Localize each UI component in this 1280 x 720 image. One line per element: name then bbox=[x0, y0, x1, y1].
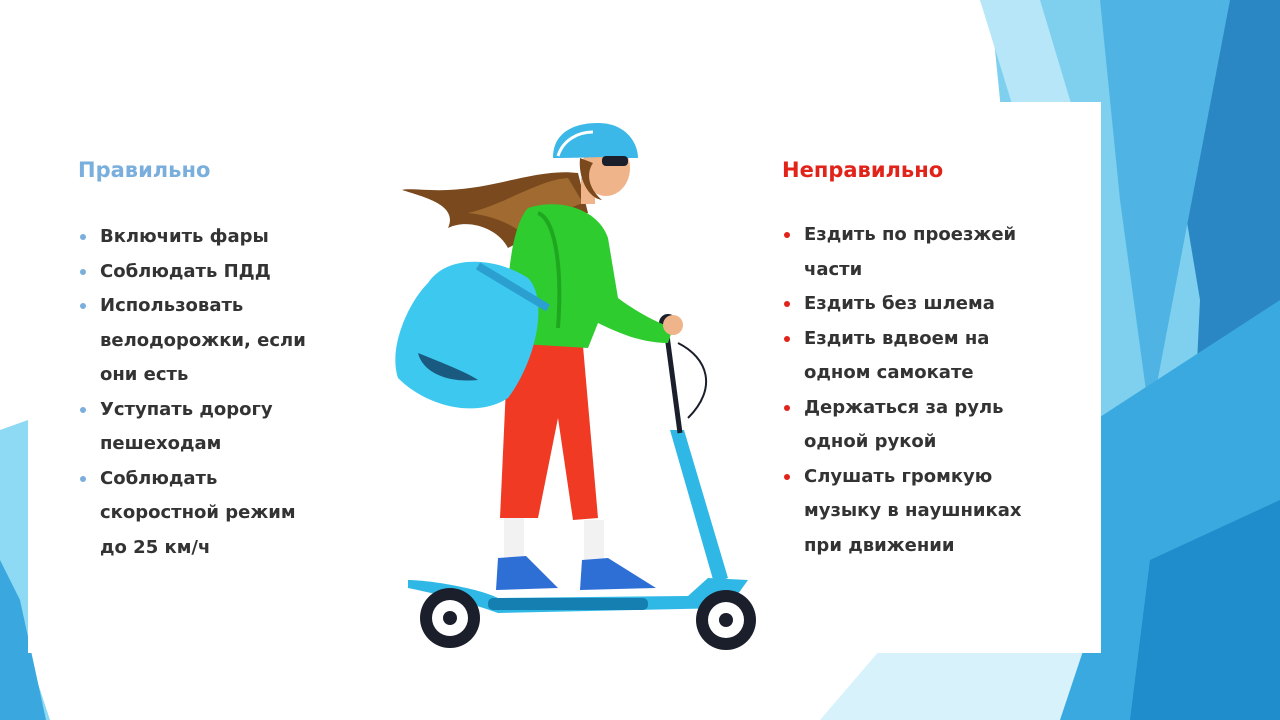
list-item bbox=[78, 462, 328, 566]
list-item bbox=[78, 220, 328, 255]
list-item bbox=[78, 255, 328, 290]
bullet-icon bbox=[784, 232, 790, 238]
list-item-line: Соблюдать bbox=[100, 467, 218, 489]
bullet-icon bbox=[784, 405, 790, 411]
list-item-line: части bbox=[804, 258, 863, 280]
list-item-line: Использовать bbox=[100, 295, 244, 316]
bullet-icon bbox=[80, 407, 86, 413]
list-item-line: пешеходам bbox=[100, 433, 222, 454]
bullet-icon bbox=[784, 474, 790, 480]
list-item-line: Ездить вдвоем на bbox=[804, 327, 990, 349]
list-item-line: они есть bbox=[100, 364, 189, 385]
list-item bbox=[78, 289, 328, 393]
list-item bbox=[782, 460, 1052, 564]
bullet-icon bbox=[80, 234, 86, 240]
girl-on-scooter-icon bbox=[388, 118, 768, 663]
list-item bbox=[782, 322, 1052, 391]
list-item-line: Слушать громкую bbox=[804, 465, 993, 487]
list-item-line: одной рукой bbox=[804, 431, 937, 452]
list-item bbox=[78, 393, 328, 462]
wrong-column-title: Неправильно bbox=[782, 158, 944, 182]
bullet-icon bbox=[784, 336, 790, 342]
list-item-line: Держаться за руль bbox=[804, 396, 1004, 418]
list-item-line: Ездить без шлема bbox=[804, 293, 995, 314]
list-item-line: музыку в наушниках bbox=[804, 500, 1022, 521]
list-item-line: Уступать дорогу bbox=[100, 398, 273, 420]
correct-list bbox=[78, 220, 328, 565]
list-item-line: Ездить по проезжей bbox=[804, 224, 1017, 245]
bullet-icon bbox=[80, 269, 86, 275]
bullet-icon bbox=[80, 476, 86, 482]
list-item-line: при движении bbox=[804, 534, 955, 556]
list-item-line: скоростной режим bbox=[100, 502, 296, 523]
list-item-line: Соблюдать ПДД bbox=[100, 260, 271, 282]
list-item bbox=[782, 218, 1052, 287]
list-item-line: Включить фары bbox=[100, 226, 269, 247]
bullet-icon bbox=[80, 303, 86, 309]
list-item-line: до 25 км/ч bbox=[100, 536, 211, 558]
wrong-list bbox=[782, 218, 1052, 563]
list-item bbox=[782, 391, 1052, 460]
correct-column-title: Правильно bbox=[78, 158, 211, 182]
bullet-icon bbox=[784, 301, 790, 307]
list-item-line: одном самокате bbox=[804, 362, 974, 383]
list-item bbox=[782, 287, 1052, 322]
list-item-line: велодорожки, если bbox=[100, 329, 306, 351]
